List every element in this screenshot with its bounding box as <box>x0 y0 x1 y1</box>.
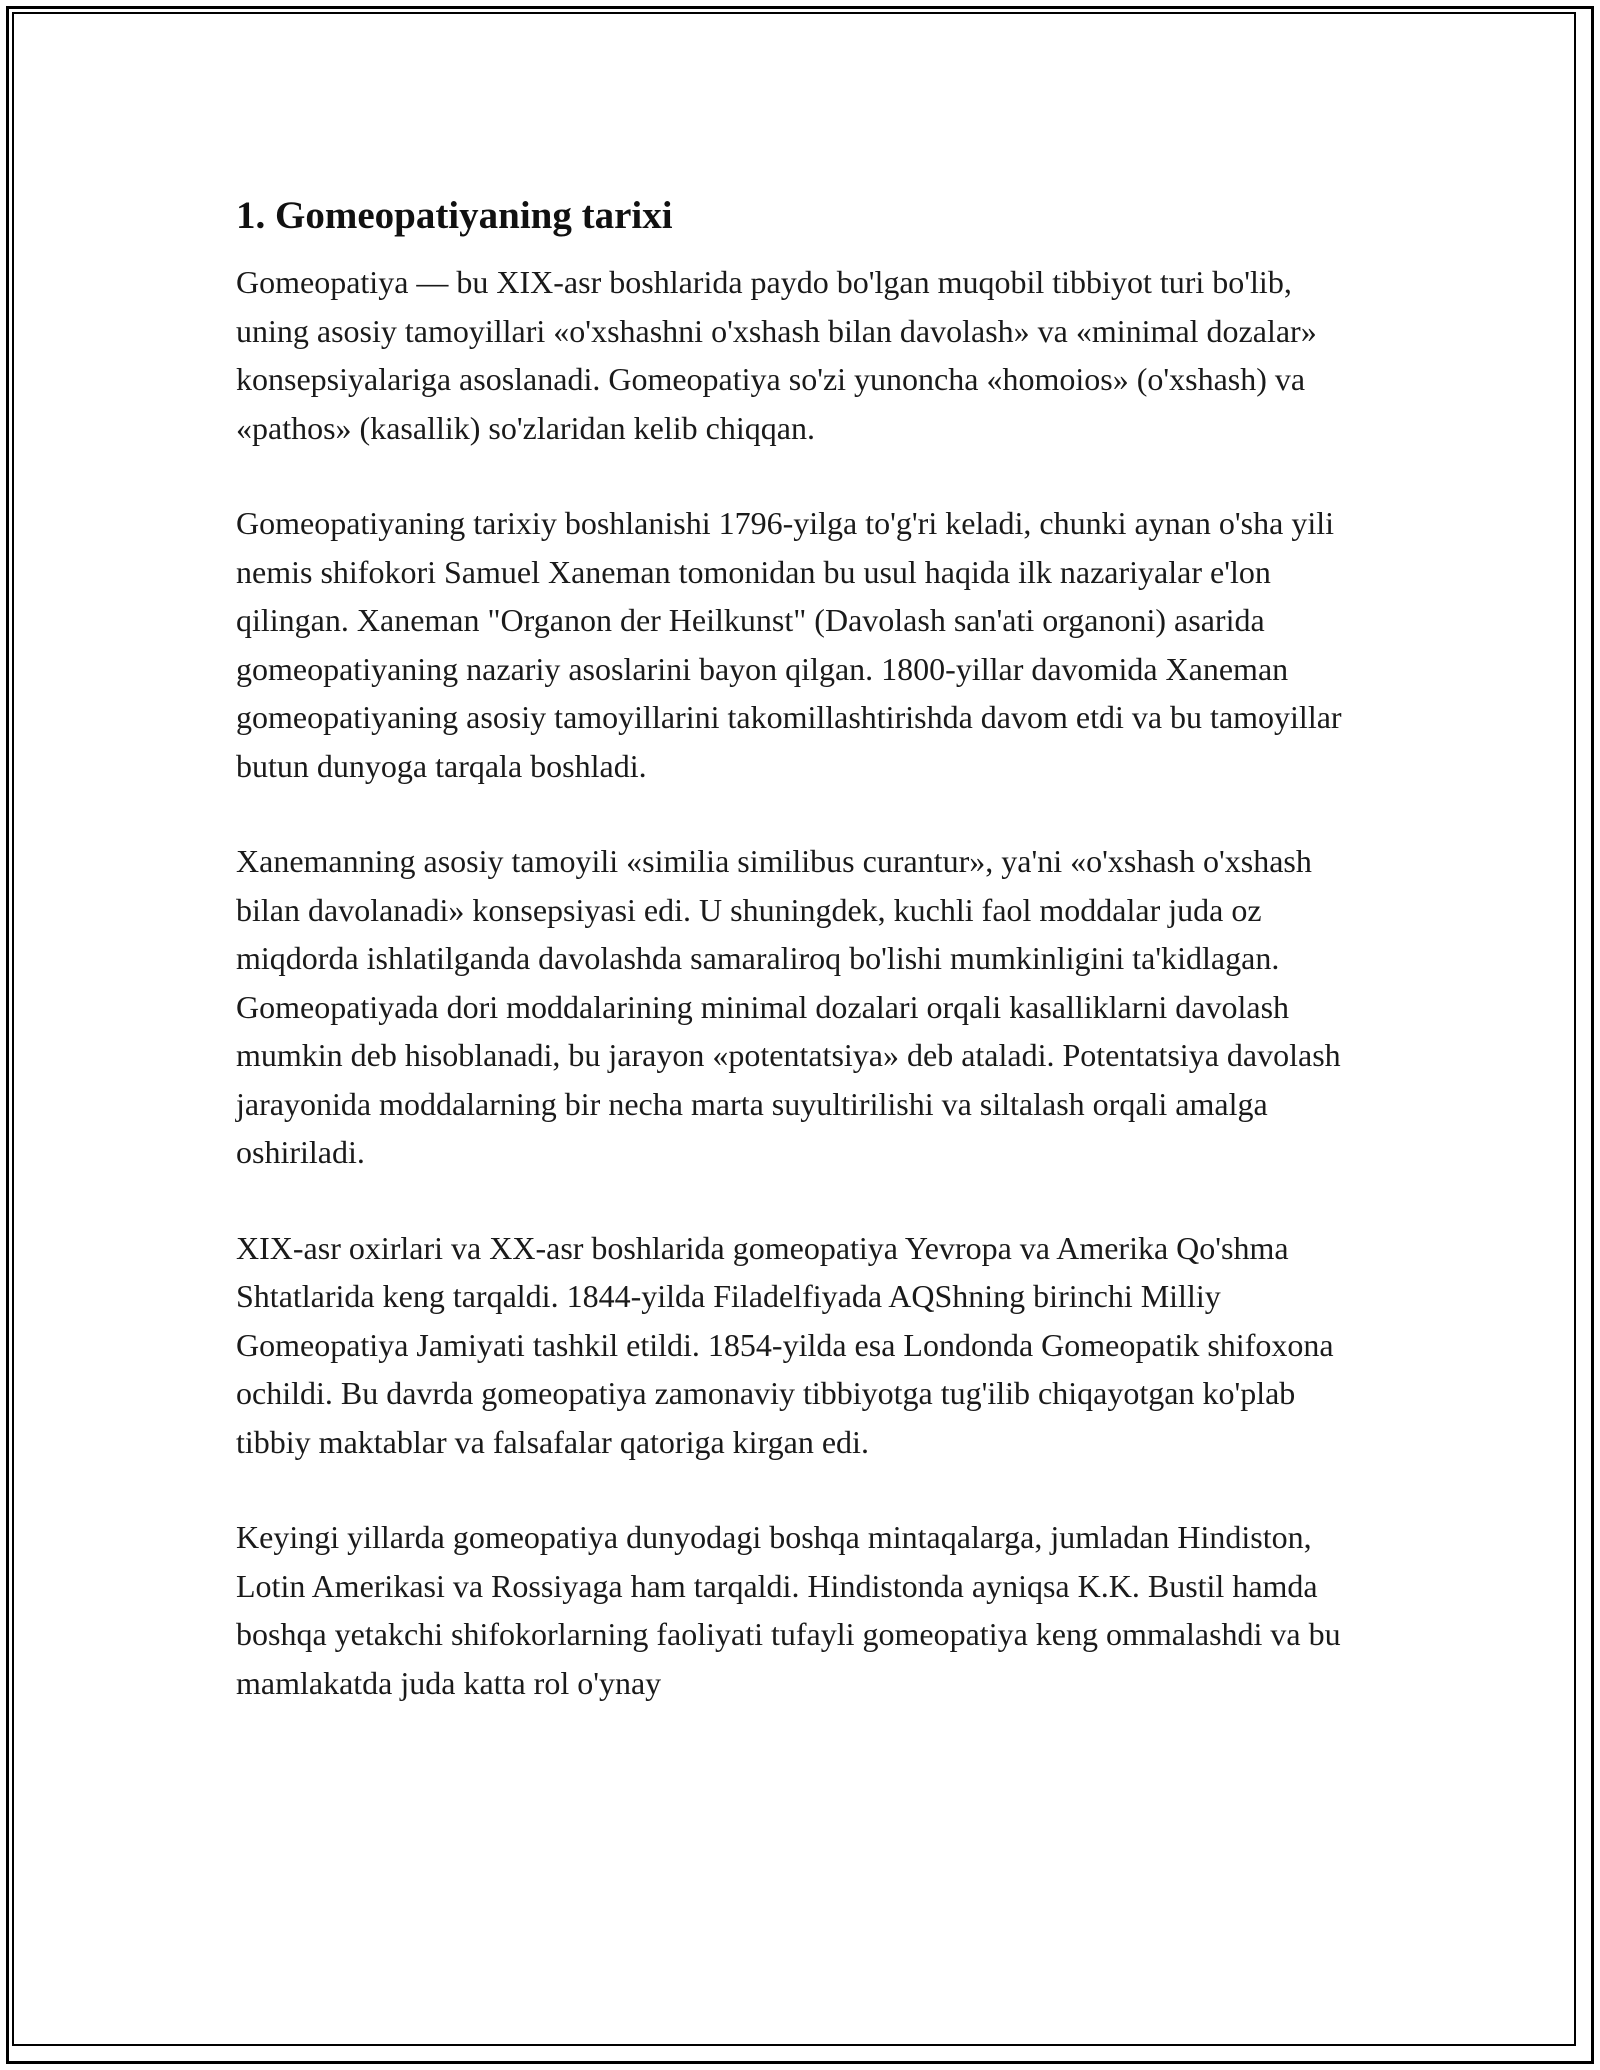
document-body <box>236 188 1356 1754</box>
paragraph-4: XIX-asr oxirlari va XX-asr boshlarida gomeopatiya Yevropa va Amerika Qo'shma Shtatlarida keng tarqaldi. 1844-yilda Filadelfiyada AQShning birinchi Milliy Gomeopatiya Jamiyati tashkil etildi. 1854-yilda esa Londonda Gomeopatik shifoxona ochildi. Bu davrda gomeopatiya zamonaviy tibbiyotga tug'ilib chiqayotgan ko'plab tibbiy maktablar va falsafalar qatoriga kirgan edi. <box>236 1229 1334 1460</box>
paragraph-1: Gomeopatiya — bu XIX-asr boshlarida paydo bo'lgan muqobil tibbiyot turi bo'lib, uning asosiy tamoyillari «o'xshashni o'xshash bilan davolash» va «minimal dozalar» konsepsiyalariga asoslanadi. Gomeopatiya so'zi yunoncha «homoios» (o'xshash) va «pathos» (kasallik) so'zlaridan kelib chiqqan. <box>236 264 1317 446</box>
paragraph-5: Keyingi yillarda gomeopatiya dunyodagi boshqa mintaqalarga, jumladan Hindiston, Lotin Amerikasi va Rossiyaga ham tarqaldi. Hindistonda ayniqsa K.K. Bustil hamda boshqa yetakchi shifokorlarning faoliyati tufayli gomeopatiya keng ommalashdi va bu mamlakatda juda katta rol o'ynay <box>236 1519 1341 1701</box>
paragraph-2: Gomeopatiyaning tarixiy boshlanishi 1796-yilga to'g'ri keladi, chunki aynan o'sha yili nemis shifokori Samuel Xaneman tomonidan bu usul haqida ilk nazariyalar e'lon qilingan. Xaneman "Organon der Heilkunst" (Davolash san'ati organoni) asarida gomeopatiyaning nazariy asoslarini bayon qilgan. 1800-yillar davomida Xaneman gomeopatiyaning asosiy tamoyillarini takomillashtirishda davom etdi va bu tamoyillar butun dunyoga tarqala boshladi. <box>236 505 1342 784</box>
section-heading: 1. Gomeopatiyaning tarixi <box>236 194 673 237</box>
paragraph-3: Xanemanning asosiy tamoyili «similia similibus curantur», ya'ni «o'xshash o'xshash bilan davolanadi» konsepsiyasi edi. U shuningdek, kuchli faol moddalar juda oz miqdorda ishlatilganda davolashda samaraliroq bo'lishi mumkinligini ta'kidlagan. Gomeopatiyada dori moddalarining minimal dozalari orqali kasalliklarni davolash mumkin deb hisoblanadi, bu jarayon «potentatsiya» deb ataladi. Potentatsiya davolash jarayonida moddalarning bir necha marta suyultirilishi va siltalash orqali amalga oshiriladi. <box>236 843 1341 1170</box>
